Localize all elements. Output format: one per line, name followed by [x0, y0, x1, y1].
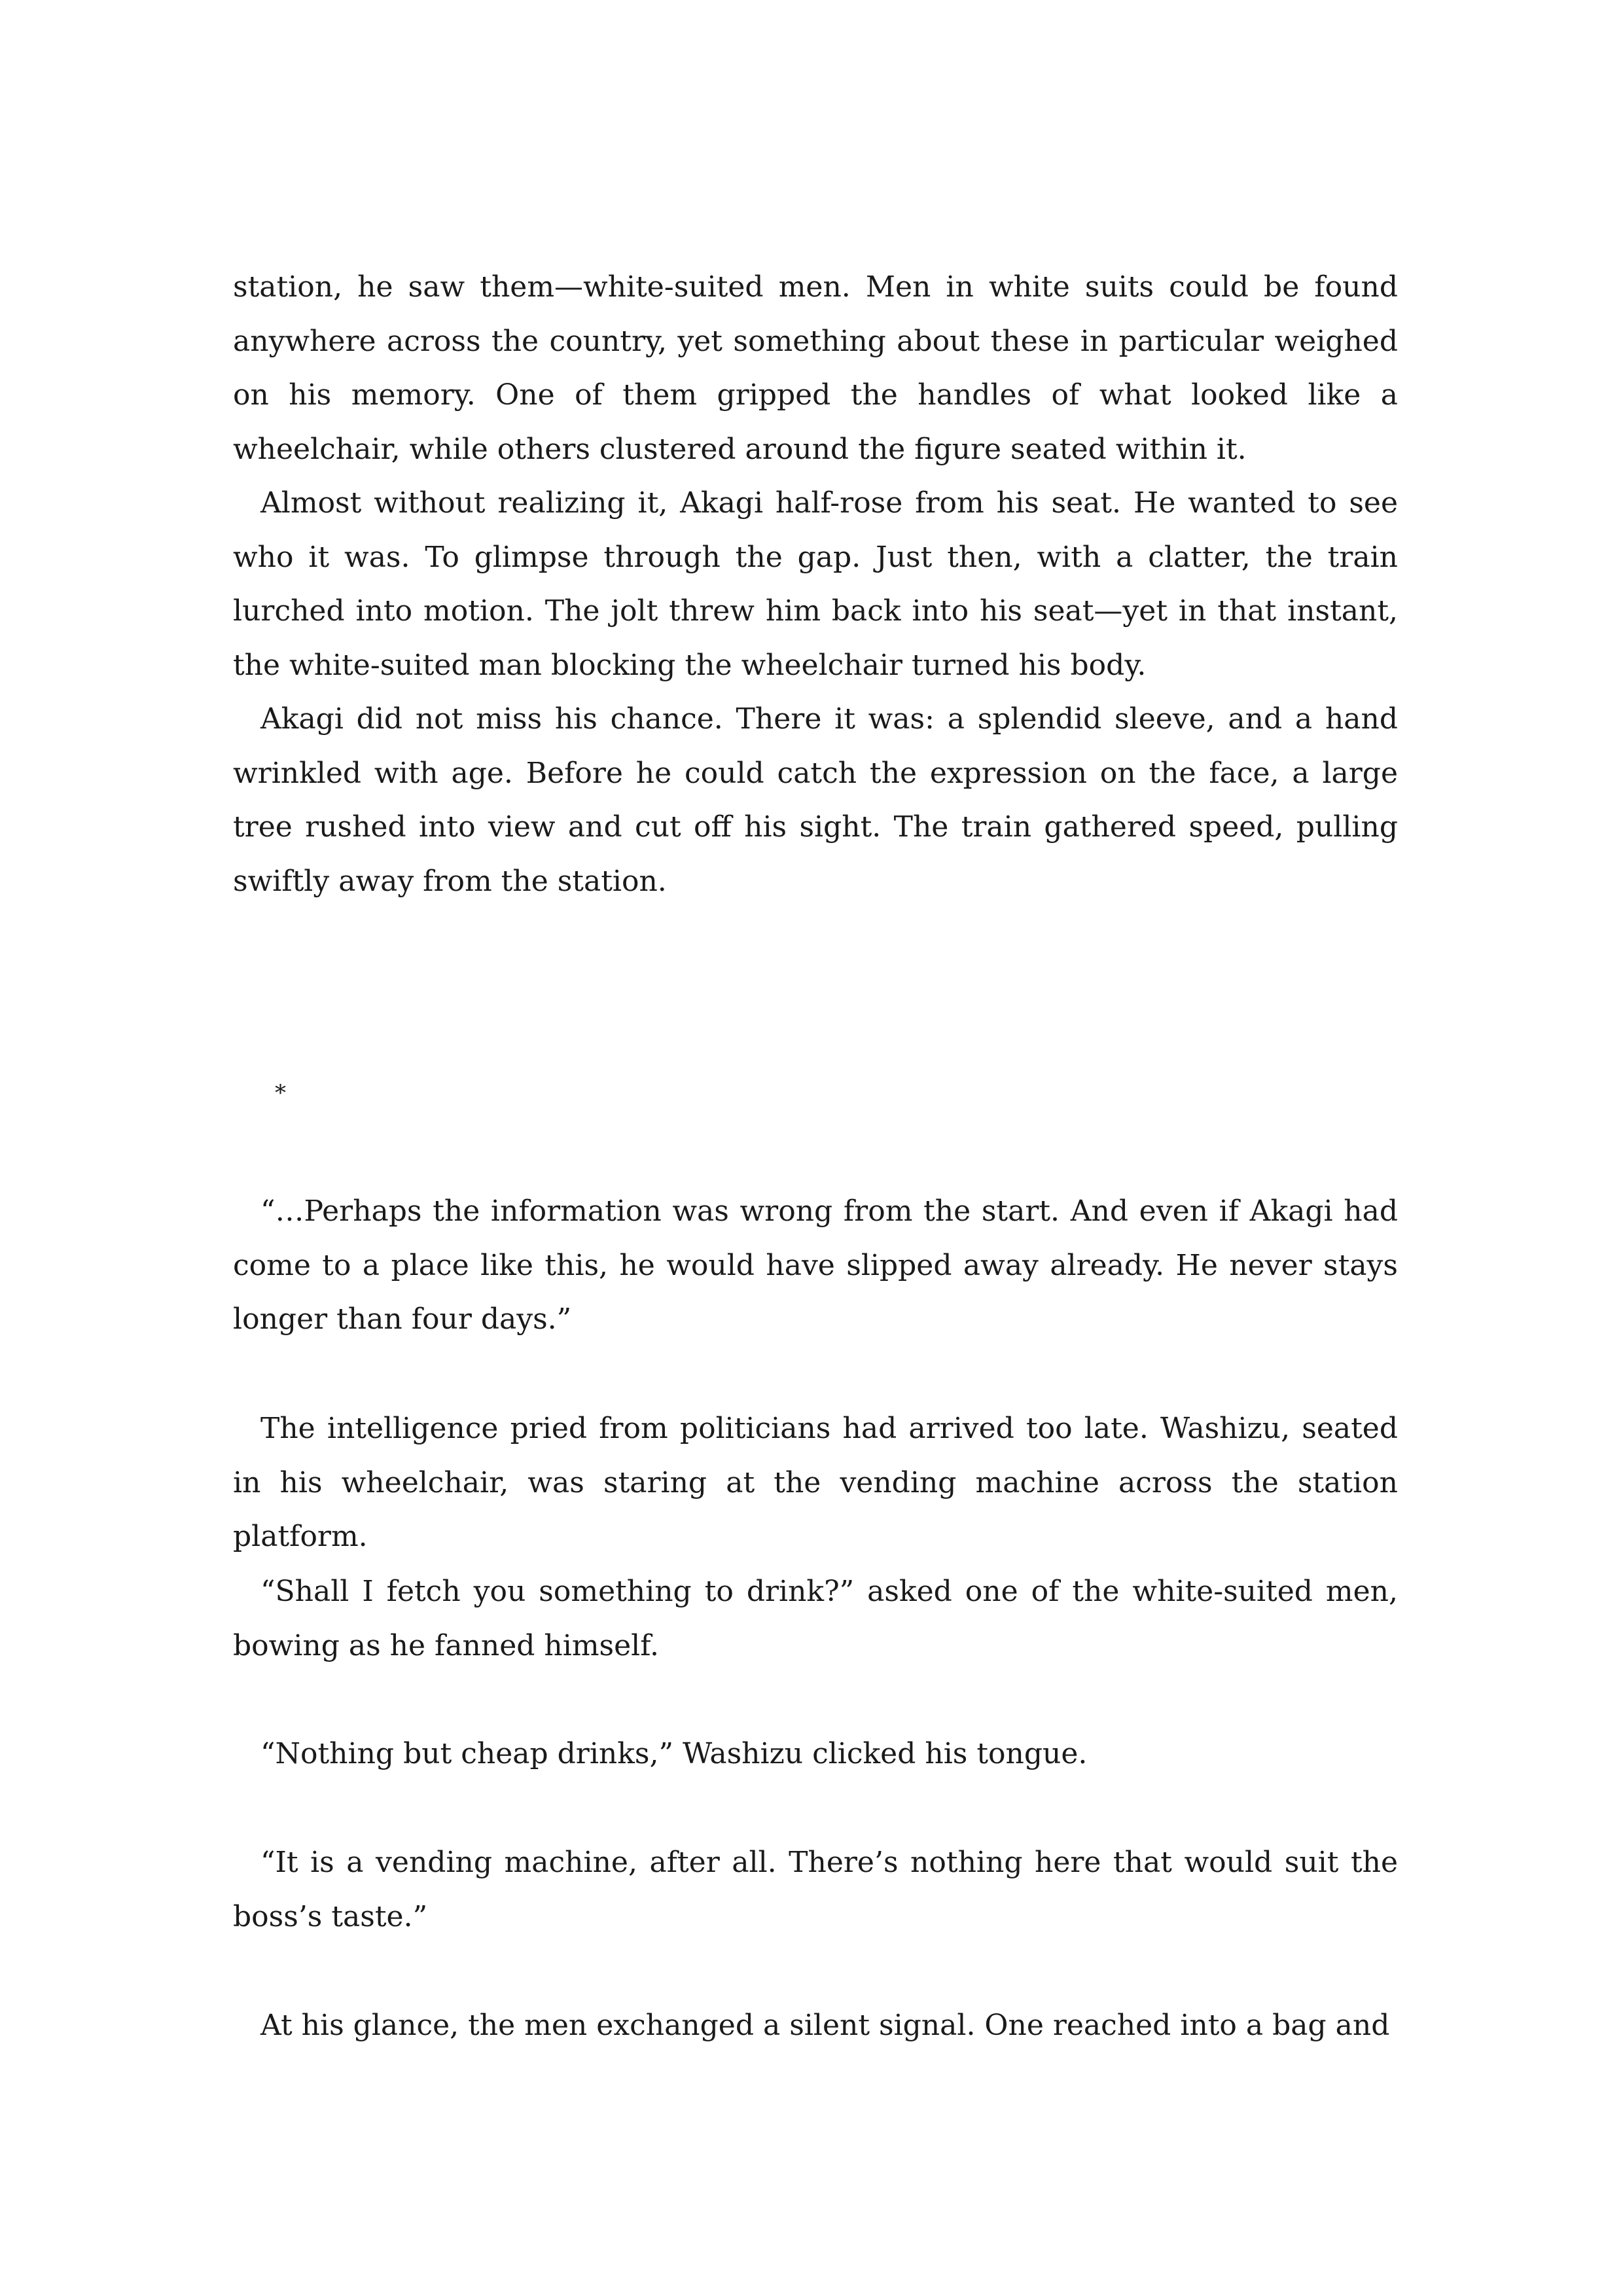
- paragraph-intelligence: The intelligence pried from politicians had arrived too late. Washizu, seated in his wheelchair, was staring at the vending machine across the station platform.: [233, 1412, 1398, 1553]
- opening-section: [233, 260, 1398, 908]
- dialogue-information: [233, 1185, 1398, 1347]
- paragraph-vending-machine: “It is a vending machine, after all. There’s nothing here that would suit the boss’s taste.”: [233, 1846, 1398, 1933]
- dialogue-vending-machine: [233, 1836, 1398, 1944]
- paragraph-akagi-rises: Almost without realizing it, Akagi half-rose from his seat. He wanted to see who it was. To glimpse through the gap. Just then, with a clatter, the train lurched into motion. The jolt threw him back into his seat—yet in that instant, the white-suited man blocking the wheelchair turned his body.: [233, 486, 1398, 682]
- narration-signal: [233, 1999, 1398, 2053]
- section-separator: *: [275, 1080, 286, 1106]
- paragraph-fetch-drink: “Shall I fetch you something to drink?” asked one of the white-suited men, bowing as he fanned himself.: [233, 1575, 1398, 1662]
- paragraph-silent-signal: At his glance, the men exchanged a silent signal. One reached into a bag and: [260, 2009, 1390, 2042]
- dialogue-cheap-drinks: [233, 1727, 1398, 1782]
- paragraph-akagi-chance: Akagi did not miss his chance. There it was: a splendid sleeve, and a hand wrinkled with age. Before he could catch the expression on the face, a large tree rushed into view and cut off his sight. The train gathered speed, pulling swiftly away from the station.: [233, 702, 1398, 898]
- paragraph-station: station, he saw them—white-suited men. Men in white suits could be found anywhere across the country, yet something about these in particular weighed on his memory. One of them gripped the handles of what looked like a wheelchair, while others clustered around the figure seated within it.: [233, 270, 1398, 466]
- paragraph-cheap-drinks: “Nothing but cheap drinks,” Washizu clicked his tongue.: [260, 1737, 1088, 1770]
- narration-intelligence: [233, 1402, 1398, 1564]
- dialogue-fetch-drink: [233, 1565, 1398, 1673]
- paragraph-information-wrong: “…Perhaps the information was wrong from the start. And even if Akagi had come to a place like this, he would have slipped away already. He never stays longer than four days.”: [233, 1194, 1398, 1336]
